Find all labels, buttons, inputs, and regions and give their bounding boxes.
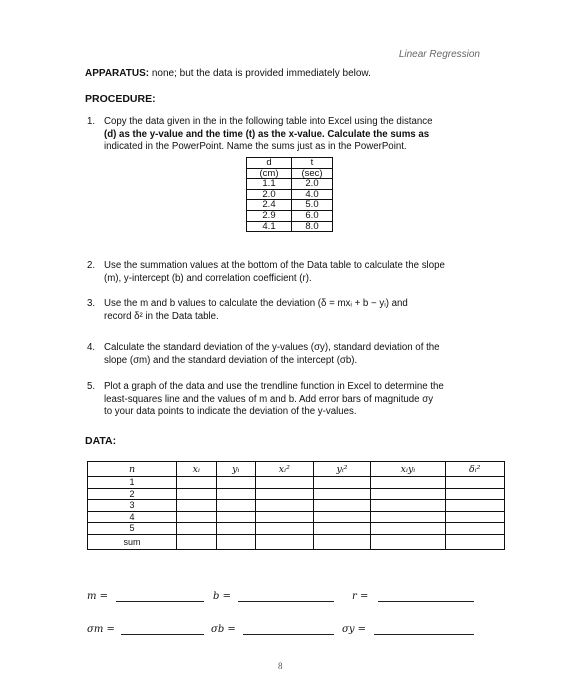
grid-header: xᵢ² xyxy=(256,462,314,477)
grid-cell[interactable] xyxy=(256,500,314,512)
table-row xyxy=(88,500,505,512)
grid-cell[interactable] xyxy=(445,500,504,512)
grid-header: δᵢ² xyxy=(445,462,504,477)
table-unit: (sec) xyxy=(292,168,333,179)
sum-label: sum xyxy=(88,534,177,549)
b-label: b = xyxy=(213,591,231,602)
table-header: d xyxy=(247,158,292,169)
table-cell: 4.0 xyxy=(292,189,333,200)
grid-cell[interactable] xyxy=(216,500,256,512)
grid-cell[interactable] xyxy=(445,488,504,500)
grid-cell[interactable] xyxy=(371,488,445,500)
grid-cell[interactable] xyxy=(256,511,314,523)
grid-header: yᵢ xyxy=(216,462,256,477)
step-line: slope (σm) and the standard deviation of the intercept (σb). xyxy=(104,354,358,366)
grid-cell[interactable] xyxy=(313,500,371,512)
step-4 xyxy=(87,342,487,370)
step-line: (m), y-intercept (b) and correlation coefficient (r). xyxy=(104,272,312,284)
apparatus-text: none; but the data is provided immediately below. xyxy=(149,68,371,79)
apparatus-line xyxy=(85,68,371,79)
grid-cell[interactable] xyxy=(313,534,371,549)
grid-cell[interactable] xyxy=(177,534,217,549)
step-line: Use the m and b values to calculate the deviation (δ = mxᵢ + b − yᵢ) and xyxy=(104,298,408,309)
row-number: 4 xyxy=(88,511,177,523)
grid-cell[interactable] xyxy=(177,477,217,489)
table-cell: 2.0 xyxy=(292,179,333,190)
data-label: DATA: xyxy=(85,435,117,447)
grid-cell[interactable] xyxy=(371,477,445,489)
header-title: Linear Regression xyxy=(398,49,480,60)
r-label: r = xyxy=(352,591,369,602)
table-cell: 2.4 xyxy=(247,200,292,211)
table-cell: 2.0 xyxy=(247,189,292,200)
step-text xyxy=(104,381,444,419)
table-cell: 6.0 xyxy=(292,210,333,221)
step-5 xyxy=(87,381,487,421)
table-cell: 8.0 xyxy=(292,221,333,232)
grid-cell[interactable] xyxy=(177,523,217,535)
grid-header: n xyxy=(88,462,177,477)
sigma-y-label: σy = xyxy=(342,624,367,635)
table-unit: (cm) xyxy=(247,168,292,179)
sigma-m-label: σm = xyxy=(87,624,115,635)
grid-cell[interactable] xyxy=(445,534,504,549)
sum-row xyxy=(88,534,505,549)
data-grid-table xyxy=(87,461,505,550)
table-cell: 4.1 xyxy=(247,221,292,232)
step-number: 4. xyxy=(87,342,96,353)
page-number: 8 xyxy=(278,661,283,671)
step-text xyxy=(104,342,440,367)
step-text xyxy=(104,116,433,154)
m-field[interactable] xyxy=(116,601,204,602)
step-number: 2. xyxy=(87,260,96,271)
table-cell: 1.1 xyxy=(247,179,292,190)
grid-cell[interactable] xyxy=(177,488,217,500)
grid-cell[interactable] xyxy=(313,477,371,489)
grid-header: yᵢ² xyxy=(313,462,371,477)
grid-cell[interactable] xyxy=(216,477,256,489)
r-field[interactable] xyxy=(378,601,474,602)
step-text xyxy=(104,298,408,323)
procedure-title: PROCEDURE: xyxy=(85,93,156,105)
m-label: m = xyxy=(87,591,109,602)
step-line: to your data points to indicate the deviation of the y-values. xyxy=(104,406,357,417)
grid-header: xᵢyᵢ xyxy=(371,462,445,477)
grid-cell[interactable] xyxy=(371,500,445,512)
table-cell: 5.0 xyxy=(292,200,333,211)
grid-cell[interactable] xyxy=(313,488,371,500)
row-number: 3 xyxy=(88,500,177,512)
table-row xyxy=(88,511,505,523)
sigma-b-field[interactable] xyxy=(243,634,334,635)
apparatus-label: APPARATUS: xyxy=(85,68,150,79)
grid-cell[interactable] xyxy=(216,534,256,549)
grid-cell[interactable] xyxy=(216,511,256,523)
sigma-b-label: σb = xyxy=(211,624,236,635)
grid-cell[interactable] xyxy=(256,534,314,549)
distance-time-table xyxy=(246,157,333,232)
grid-cell[interactable] xyxy=(313,511,371,523)
step-number: 3. xyxy=(87,298,96,309)
grid-cell[interactable] xyxy=(216,523,256,535)
grid-cell[interactable] xyxy=(445,477,504,489)
grid-cell[interactable] xyxy=(445,523,504,535)
table-cell: 2.9 xyxy=(247,210,292,221)
table-row xyxy=(88,488,505,500)
step-2 xyxy=(87,260,487,288)
grid-cell[interactable] xyxy=(371,523,445,535)
step-line: record δ² in the Data table. xyxy=(104,310,219,322)
grid-cell[interactable] xyxy=(216,488,256,500)
row-number: 1 xyxy=(88,477,177,489)
step-line: Plot a graph of the data and use the trendline function in Excel to determine the xyxy=(104,381,444,392)
sigma-m-field[interactable] xyxy=(121,634,204,635)
step-text xyxy=(104,260,445,285)
row-number: 5 xyxy=(88,523,177,535)
step-line: least-squares line and the values of m and b. Add error bars of magnitude σy xyxy=(104,393,434,405)
step-3 xyxy=(87,298,487,326)
step-number: 1. xyxy=(87,116,96,127)
grid-cell[interactable] xyxy=(445,511,504,523)
table-row xyxy=(88,523,505,535)
table-header: t xyxy=(292,158,333,169)
grid-cell[interactable] xyxy=(313,523,371,535)
step-line: Copy the data given in the in the following table into Excel using the distance xyxy=(104,116,433,127)
grid-cell[interactable] xyxy=(177,500,217,512)
grid-cell[interactable] xyxy=(256,523,314,535)
grid-cell[interactable] xyxy=(177,511,217,523)
sigma-y-field[interactable] xyxy=(374,634,474,635)
grid-cell[interactable] xyxy=(256,477,314,489)
grid-header: xᵢ xyxy=(177,462,217,477)
row-number: 2 xyxy=(88,488,177,500)
table-row xyxy=(88,477,505,489)
step-line: Calculate the standard deviation of the y-values (σy), standard deviation of the xyxy=(104,342,440,353)
step-number: 5. xyxy=(87,381,96,392)
step-1 xyxy=(87,116,487,156)
grid-cell[interactable] xyxy=(256,488,314,500)
step-line: indicated in the PowerPoint. Name the sums just as in the PowerPoint. xyxy=(104,141,407,152)
grid-cell[interactable] xyxy=(371,534,445,549)
grid-cell[interactable] xyxy=(371,511,445,523)
step-line: (d) as the y-value and the time (t) as the x-value. Calculate the sums as xyxy=(104,128,430,140)
step-line: Use the summation values at the bottom of the Data table to calculate the slope xyxy=(104,260,445,271)
b-field[interactable] xyxy=(238,601,334,602)
